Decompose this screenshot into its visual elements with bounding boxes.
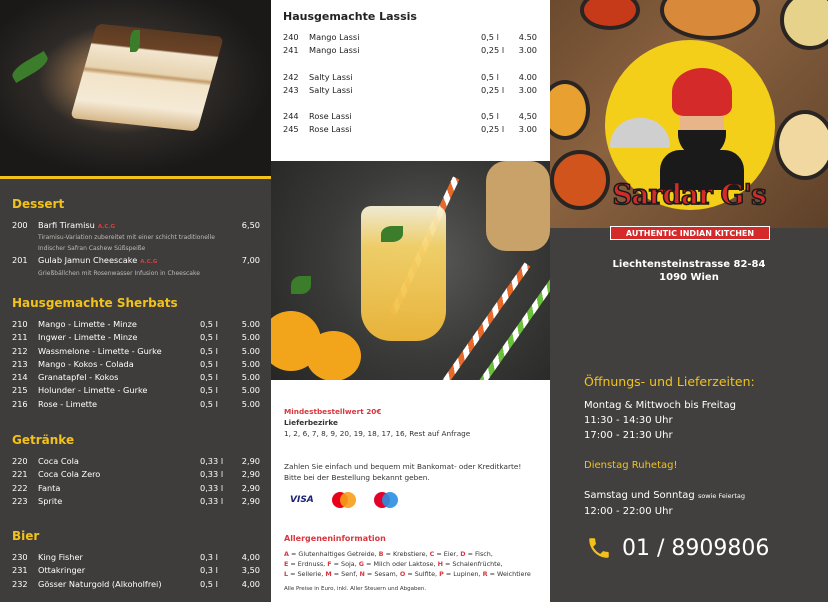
phone-icon <box>586 535 612 561</box>
item-name: Fanta <box>38 482 61 493</box>
item-number: 221 <box>12 469 28 480</box>
item-price: 2,90 <box>241 456 260 466</box>
item-name: Rose Lassi <box>309 111 352 122</box>
item-quantity: 0,33 l <box>200 495 224 506</box>
districts-title: Lieferbezirke <box>284 418 338 427</box>
item-quantity: 0,5 l <box>200 332 218 343</box>
item-quantity: 0,5 l <box>200 358 218 369</box>
item-quantity: 0,5 l <box>200 319 218 329</box>
item-price: 5.00 <box>241 332 260 343</box>
item-name: Rose - Limette <box>38 398 98 409</box>
city: 1090 Wien <box>659 272 719 283</box>
item-name: Coca Cola Zero <box>38 469 101 480</box>
menu-item <box>12 331 260 344</box>
item-quantity: 0,33 l <box>200 482 224 493</box>
menu-item <box>12 254 260 267</box>
item-price: 3.00 <box>518 124 537 135</box>
logo-tagline: AUTHENTIC INDIAN KITCHEN <box>610 226 770 240</box>
item-quantity: 0,25 l <box>481 45 505 56</box>
menu-item <box>12 371 260 384</box>
item-name: Ingwer - Limette - Minze <box>38 332 138 343</box>
middle-panel <box>271 0 550 602</box>
item-price: 5.00 <box>241 398 260 409</box>
visa-icon: VISA <box>290 494 314 505</box>
logo-name: Sardar G's <box>612 178 766 211</box>
allergen-code: A <box>284 550 289 558</box>
weekday-label: Montag & Mittwoch bis Freitag <box>584 400 736 411</box>
weekend-note: sowie Feiertag <box>697 492 746 500</box>
menu-item <box>12 495 260 508</box>
item-name: Mango Lassi <box>309 32 360 42</box>
allergen-code: C <box>429 550 435 558</box>
item-number: 241 <box>283 45 299 56</box>
item-price: 5.00 <box>241 358 260 369</box>
allergen-code: L <box>284 570 289 578</box>
min-order: Mindestbestellwert 20€ <box>284 407 382 416</box>
item-number: 213 <box>12 358 28 369</box>
payment-text: Zahlen Sie einfach und bequem mit Bankomat- oder Kreditkarte! <box>284 462 522 471</box>
item-price: 6,50 <box>241 220 260 230</box>
hours-title: Öffnungs- und Lieferzeiten: <box>584 374 755 389</box>
item-quantity: 0,5 l <box>481 111 499 122</box>
menu-item <box>12 358 260 371</box>
payment-cards <box>290 489 542 511</box>
divider <box>0 176 271 179</box>
item-name: Mango Lassi <box>309 45 360 56</box>
item-name: Gulab Jamun Cheescake <box>38 255 138 266</box>
allergen-title: Allergeneninformation <box>284 534 386 543</box>
item-name: Ottakringer <box>38 565 86 576</box>
opening-hours <box>584 374 824 519</box>
item-price: 4,50 <box>518 111 537 122</box>
item-name: Sprite <box>38 495 63 506</box>
allergen-name: Sulfite, <box>414 570 440 578</box>
allergen-name: Sellerie, <box>297 570 326 578</box>
item-name: Salty Lassi <box>309 84 353 95</box>
item-number: 230 <box>12 552 28 562</box>
section-title: Bier <box>12 529 40 543</box>
item-name: Gösser Naturgold (Alkoholfrei) <box>38 578 162 589</box>
item-name: Rose Lassi <box>309 124 352 135</box>
allergen-name: Weichtiere <box>497 570 531 578</box>
item-number: 215 <box>12 385 28 396</box>
item-quantity: 0,33 l <box>200 456 224 466</box>
item-number: 223 <box>12 495 28 506</box>
allergen-codes: A.C.G <box>97 224 115 230</box>
item-price: 7,00 <box>241 255 260 266</box>
menu-item <box>283 44 537 57</box>
item-number: 216 <box>12 398 28 409</box>
allergen-name: Milch oder Laktose, <box>373 560 438 568</box>
item-number: 210 <box>12 319 28 329</box>
item-price: 2,90 <box>241 495 260 506</box>
item-number: 211 <box>12 332 28 343</box>
item-name: Coca Cola <box>38 456 79 466</box>
allergen-codes: A.C.G <box>140 259 158 266</box>
getraenke-section <box>12 433 260 508</box>
item-number: 220 <box>12 456 28 466</box>
allergen-code: D <box>460 550 466 558</box>
phone-text: 01 / 8909806 <box>622 535 770 561</box>
item-number: 245 <box>283 124 299 135</box>
allergen-code: G <box>358 560 365 568</box>
item-price: 5.00 <box>241 319 260 329</box>
item-number: 232 <box>12 578 28 589</box>
item-price: 2,90 <box>241 469 260 480</box>
item-quantity: 0,5 l <box>200 372 218 383</box>
item-price: 4.00 <box>518 71 537 82</box>
item-name: Holunder - Limette - Gurke <box>38 385 148 396</box>
menu-item <box>283 123 537 136</box>
item-price: 4.50 <box>518 32 537 42</box>
allergen-name: Soja, <box>341 560 359 568</box>
menu-item <box>12 345 260 358</box>
item-description: Tiramisu-Variation zubereitet mit einer schicht traditionelle <box>38 234 215 242</box>
menu-item <box>12 398 260 411</box>
item-number: 214 <box>12 372 28 383</box>
menu-item <box>283 84 537 97</box>
item-number: 222 <box>12 482 28 493</box>
section-title: Hausgemachte Lassis <box>283 10 417 23</box>
allergen-code: F <box>327 560 332 568</box>
item-price: 3,50 <box>241 565 260 576</box>
item-description: Grießbällchen mit Rosenwasser Infusion in Cheescake <box>38 269 200 277</box>
item-name: Salty Lassi <box>309 71 353 82</box>
weekend-time: 12:00 - 22:00 Uhr <box>584 506 673 517</box>
allergen-name: Senf, <box>341 570 360 578</box>
item-price: 3.00 <box>518 84 537 95</box>
section-title: Hausgemachte Sherbats <box>12 296 178 310</box>
menu-item <box>12 468 260 481</box>
tiramisu-photo <box>0 0 271 176</box>
item-number: 244 <box>283 111 299 122</box>
mastercard-icon <box>332 492 356 508</box>
item-quantity: 0,5 l <box>200 578 218 589</box>
districts: 1, 2, 6, 7, 8, 9, 20, 19, 18, 17, 16, Rest auf Anfrage <box>284 429 471 438</box>
dessert-section <box>12 197 260 279</box>
item-description: Indischer Safran Cashew Süßspeiße <box>38 245 146 253</box>
item-number: 243 <box>283 84 299 95</box>
item-quantity: 0,5 l <box>481 71 499 82</box>
allergen-code: R <box>482 570 488 578</box>
item-quantity: 0,5 l <box>200 385 218 396</box>
item-price: 5.00 <box>241 372 260 383</box>
item-number: 240 <box>283 32 299 42</box>
item-number: 201 <box>12 255 28 266</box>
item-name: Granatapfel - Kokos <box>38 372 119 383</box>
menu-item <box>283 31 537 44</box>
item-quantity: 0,33 l <box>200 469 224 480</box>
allergen-code: O <box>399 570 406 578</box>
allergen-name: Eier, <box>443 550 461 558</box>
menu-item <box>12 482 260 495</box>
weekend-label: Samstag und Sonntag <box>584 490 695 501</box>
payment-text: Bitte bei der Bestellung bekannt geben. <box>284 473 430 482</box>
lassis-section <box>283 10 537 137</box>
phone-number[interactable] <box>586 535 769 561</box>
item-price: 3.00 <box>518 45 537 56</box>
item-number: 242 <box>283 71 299 82</box>
item-quantity: 0,5 l <box>200 398 218 409</box>
section-title: Getränke <box>12 433 75 447</box>
item-quantity: 0,3 l <box>200 552 218 562</box>
item-quantity: 0,25 l <box>481 84 505 95</box>
menu-item <box>12 219 260 232</box>
allergen-code: M <box>325 570 332 578</box>
allergen-name: Fisch, <box>474 550 493 558</box>
item-name: Wassmelone - Limette - Gurke <box>38 345 162 356</box>
item-name: King Fisher <box>38 552 83 562</box>
item-quantity: 0,5 l <box>200 345 218 356</box>
footnote: Alle Preise in Euro, inkl. Aller Steuern und Abgaben. <box>284 586 427 592</box>
menu-item <box>283 71 537 84</box>
left-panel <box>0 0 271 602</box>
menu-item <box>283 110 537 123</box>
allergen-name: Sesam, <box>374 570 400 578</box>
allergen-code: H <box>437 560 443 568</box>
allergen-name: Krebstiere, <box>392 550 430 558</box>
menu-item <box>12 551 260 564</box>
item-quantity: 0,5 l <box>481 32 499 42</box>
closed-day: Dienstag Ruhetag! <box>584 460 678 471</box>
item-number: 231 <box>12 565 28 576</box>
item-name: Mango - Kokos - Colada <box>38 358 134 369</box>
item-number: 200 <box>12 220 28 230</box>
delivery-info <box>284 406 542 595</box>
allergen-name: Schalenfrüchte, <box>452 560 503 568</box>
right-panel <box>550 0 828 602</box>
menu-item <box>12 455 260 468</box>
item-number: 212 <box>12 345 28 356</box>
item-name: Barfi Tiramisu <box>38 220 95 230</box>
item-price: 5.00 <box>241 345 260 356</box>
item-price: 2,90 <box>241 482 260 493</box>
item-name: Mango - Limette - Minze <box>38 319 137 329</box>
weekday-time: 11:30 - 14:30 Uhr <box>584 415 673 426</box>
menu-item <box>12 564 260 577</box>
menu-item <box>12 384 260 397</box>
allergen-name: Erdnuss, <box>297 560 328 568</box>
item-price: 4,00 <box>241 578 260 589</box>
item-quantity: 0,25 l <box>481 124 505 135</box>
menu-item <box>12 318 260 331</box>
item-price: 5.00 <box>241 385 260 396</box>
section-title: Dessert <box>12 197 65 211</box>
weekday-time: 17:00 - 21:30 Uhr <box>584 430 673 441</box>
bier-section <box>12 529 260 591</box>
sherbats-section <box>12 296 260 411</box>
allergen-code: P <box>439 570 444 578</box>
allergen-list: A = Glutenhaltiges Getreide, B = Krebstiere, C = Eier, D = Fisch, E = Erdnuss, F = Soja, G = Milch oder Laktose, H = Schalenfrüchte, L = Sellerie, M = Senf, N = Sesam, O = Sulfite, P = Lupinen, R = Weichtiere <box>284 550 531 578</box>
menu-item <box>12 578 260 591</box>
address <box>550 258 828 284</box>
allergen-code: E <box>284 560 289 568</box>
allergen-name: Lupinen, <box>453 570 483 578</box>
lassi-photo <box>271 161 550 380</box>
allergen-code: N <box>359 570 365 578</box>
allergen-name: Glutenhaltiges Getreide, <box>298 550 379 558</box>
maestro-icon <box>374 492 398 508</box>
item-quantity: 0,3 l <box>200 565 218 576</box>
item-price: 4,00 <box>241 552 260 562</box>
allergen-code: B <box>378 550 384 558</box>
street: Liechtensteinstrasse 82-84 <box>612 259 766 270</box>
